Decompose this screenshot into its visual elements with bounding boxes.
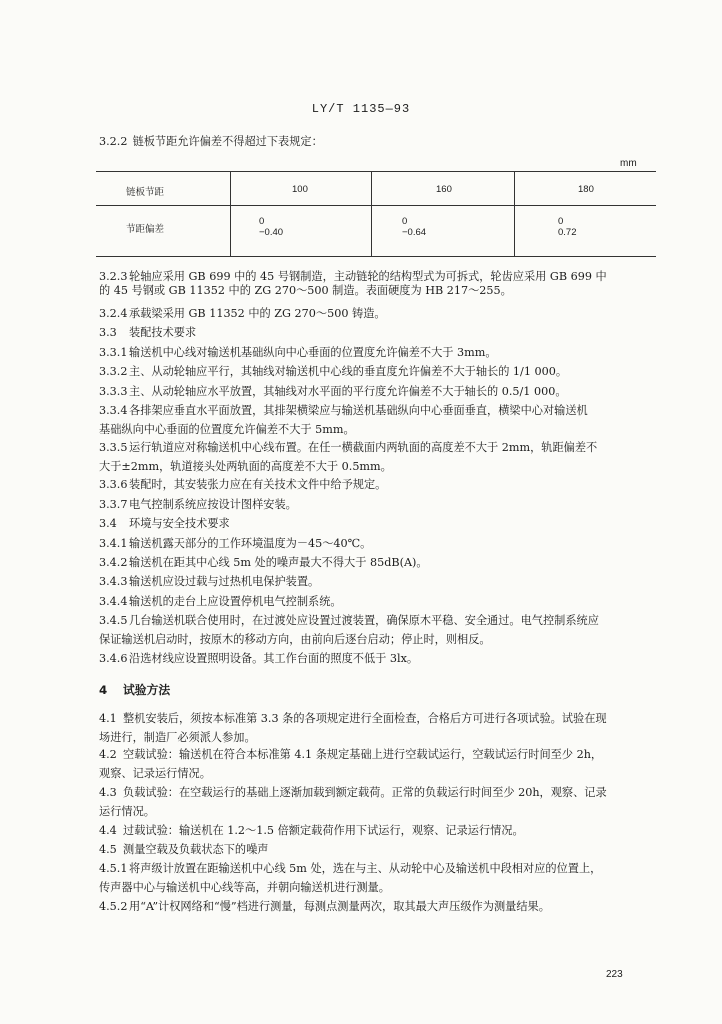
tolerance-lower: −0.64 xyxy=(402,227,427,238)
tolerance-cell xyxy=(558,216,577,238)
tolerance-lower: −0.40 xyxy=(259,227,284,238)
clause-line: 观察、记录运行情况。 xyxy=(99,767,211,780)
page-number: 223 xyxy=(606,969,623,980)
clause-number: 3.3.3 xyxy=(99,385,128,398)
clause-line: 过载试验：输送机在 1.2～1.5 倍额定载荷作用下试运行，观察、记录运行情况。 xyxy=(123,824,524,837)
standard-header: LY/T 1135—93 xyxy=(311,102,411,116)
clause-line: 输送机的走台上应设置停机电气控制系统。 xyxy=(129,595,342,608)
clause-4-4 xyxy=(99,824,524,838)
clause-number: 4.1 xyxy=(99,712,117,725)
clause-number: 3.3.7 xyxy=(99,498,128,511)
clause-line: 测量空载及负载状态下的噪声 xyxy=(123,843,269,856)
clause-number: 3.2.2 xyxy=(99,135,128,148)
clause-number: 4.5 xyxy=(99,843,117,856)
clause-number: 4.3 xyxy=(99,786,117,799)
clause-number: 3.4.4 xyxy=(99,595,128,608)
clause-line: 装配技术要求 xyxy=(129,326,197,339)
clause-3-3-5 xyxy=(99,441,597,474)
section-heading xyxy=(99,681,170,698)
clause-line: 电气控制系统应按设计图样安装。 xyxy=(129,498,297,511)
clause-4-5-2 xyxy=(99,900,550,914)
clause-4-1 xyxy=(99,712,607,745)
clause-line: 将声级计放置在距输送机中心线 5m 处，选在与主、从动轮中心及输送机中段相对应的位置上， xyxy=(129,862,602,875)
clause-3-3 xyxy=(99,326,196,340)
clause-number: 4.4 xyxy=(99,824,117,837)
clause-number: 4.5.1 xyxy=(99,862,128,875)
clause-4-5-1 xyxy=(99,862,601,895)
clause-number: 3.4.2 xyxy=(99,556,128,569)
clause-number: 3.4.6 xyxy=(99,652,128,665)
clause-line: 装配时，其安装张力应在有关技术文件中给予规定。 xyxy=(129,478,387,491)
clause-line: 场进行，制造厂必须派人参加。 xyxy=(99,731,256,744)
tolerance-lower: 0.72 xyxy=(558,227,577,238)
clause-3-4 xyxy=(99,517,230,531)
clause-3-3-4 xyxy=(99,404,588,437)
clause-3-3-2 xyxy=(99,365,567,379)
clause-line: 空载试验：输送机在符合本标准第 4.1 条规定基础上进行空载试运行，空载试运行时间至少 2h， xyxy=(123,748,603,761)
clause-3-4-3 xyxy=(99,575,319,589)
clause-line: 输送机中心线对输送机基础纵向中心垂面的位置度允许偏差不大于 3mm。 xyxy=(129,346,497,359)
clause-number: 3.2.4 xyxy=(99,307,128,320)
clause-3-3-7 xyxy=(99,498,297,512)
unit-label: mm xyxy=(620,158,637,169)
clause-line: 轮轴应采用 GB 699 中的 45 号钢制造，主动链轮的结构型式为可拆式，轮齿应采用 GB 699 中 xyxy=(129,270,607,283)
clause-number: 3.4.1 xyxy=(99,537,128,550)
table-tol-label: 节距偏差 xyxy=(126,224,165,235)
clause-line: 承载梁采用 GB 11352 中的 ZG 270～500 铸造。 xyxy=(129,307,386,320)
clause-4-3 xyxy=(99,786,607,819)
clause-line: 几台输送机联合使用时，在过渡处应设置过渡装置，确保原木平稳、安全通过。电气控制系统应 xyxy=(129,614,599,627)
clause-line: 传声器中心与输送机中心线等高，并朝向输送机进行测量。 xyxy=(99,881,390,894)
clause-number: 3.4.3 xyxy=(99,575,128,588)
clause-3-2-4 xyxy=(99,307,386,321)
clause-line: 输送机在距其中心线 5m 处的噪声最大不得大于 85dB(A)。 xyxy=(129,556,428,569)
clause-3-4-2 xyxy=(99,556,428,570)
clause-line: 整机安装后，须按本标准第 3.3 条的各项规定进行全面检查，合格后方可进行各项试验。试验在现 xyxy=(123,712,607,725)
clause-line: 的 45 号钢或 GB 11352 中的 ZG 270～500 制造。表面硬度为 HB 217～255。 xyxy=(99,284,512,297)
clause-text: 链板节距允许偏差不得超过下表规定： xyxy=(132,135,323,148)
tolerance-cell xyxy=(402,216,426,238)
clause-line: 负载试验：在空载运行的基础上逐渐加载到额定载荷。正常的负载运行时间至少 20h，观察、记录 xyxy=(123,786,607,799)
clause-line: 环境与安全技术要求 xyxy=(129,517,230,530)
tolerance-upper: 0 xyxy=(558,216,564,227)
clause-line: 各排架应垂直水平面放置，其排架横梁应与输送机基础纵向中心垂面垂直，横梁中心对输送机 xyxy=(129,404,588,417)
clause-number: 3.4 xyxy=(99,517,117,530)
clause-line: 输送机露天部分的工作环境温度为－45～40℃。 xyxy=(129,537,372,550)
clause-line: 用“A”计权网络和“慢”档进行测量，每测点测量两次，取其最大声压级作为测量结果。 xyxy=(129,900,550,913)
section-title: 试验方法 xyxy=(123,683,171,697)
clause-line: 运行情况。 xyxy=(99,805,155,818)
clause-line: 主、从动轮轴应水平放置，其轴线对水平面的平行度允许偏差不大于轴长的 0.5/1 000。 xyxy=(129,385,567,398)
clause-line: 大于±2mm，轨道接头处两轨面的高度差不大于 0.5mm。 xyxy=(99,460,392,473)
clause-line: 保证输送机启动时，按原木的移动方向，由前向后逐台启动；停止时，则相反。 xyxy=(99,633,491,646)
tolerance-cell xyxy=(259,216,283,238)
clause-4-5 xyxy=(99,843,268,857)
clause-number: 3.2.3 xyxy=(99,270,128,283)
clause-3-4-5 xyxy=(99,614,599,647)
pitch-tolerance-table xyxy=(96,171,656,257)
clause-3-3-1 xyxy=(99,346,497,360)
table-head-label: 链板节距 xyxy=(126,187,165,198)
clause-line: 输送机应设过载与过热机电保护装置。 xyxy=(129,575,320,588)
clause-number: 3.3.2 xyxy=(99,365,128,378)
clause-3-3-6 xyxy=(99,478,386,492)
clause-number: 3.3.4 xyxy=(99,404,128,417)
clause-3-2-3 xyxy=(99,270,607,298)
clause-3-2-2 xyxy=(99,135,323,149)
clause-number: 3.4.5 xyxy=(99,614,128,627)
clause-number: 3.3.5 xyxy=(99,441,128,454)
clause-line: 基础纵向中心垂面的位置度允许偏差不大于 5mm。 xyxy=(99,423,355,436)
pitch-cell: 160 xyxy=(436,184,452,195)
pitch-cell: 180 xyxy=(578,184,594,195)
clause-line: 沿选材线应设置照明设备。其工作台面的照度不低于 3lx。 xyxy=(129,652,419,665)
clause-3-4-1 xyxy=(99,537,371,551)
clause-line: 运行轨道应对称输送机中心线布置。在任一横截面内两轨面的高度差不大于 2mm，轨距偏差不 xyxy=(129,441,598,454)
section-number: 4 xyxy=(99,683,108,697)
clause-number: 4.5.2 xyxy=(99,900,128,913)
clause-3-4-6 xyxy=(99,652,418,666)
clause-number: 4.2 xyxy=(99,748,117,761)
pitch-cell: 100 xyxy=(292,184,308,195)
clause-number: 3.3.1 xyxy=(99,346,128,359)
clause-3-3-3 xyxy=(99,385,567,399)
tolerance-upper: 0 xyxy=(259,216,265,227)
clause-4-2 xyxy=(99,748,602,781)
clause-number: 3.3.6 xyxy=(99,478,128,491)
clause-line: 主、从动轮轴应平行，其轴线对输送机中心线的垂直度允许偏差不大于轴长的 1/1 000。 xyxy=(129,365,568,378)
clause-3-4-4 xyxy=(99,595,342,609)
clause-number: 3.3 xyxy=(99,326,117,339)
tolerance-upper: 0 xyxy=(402,216,408,227)
